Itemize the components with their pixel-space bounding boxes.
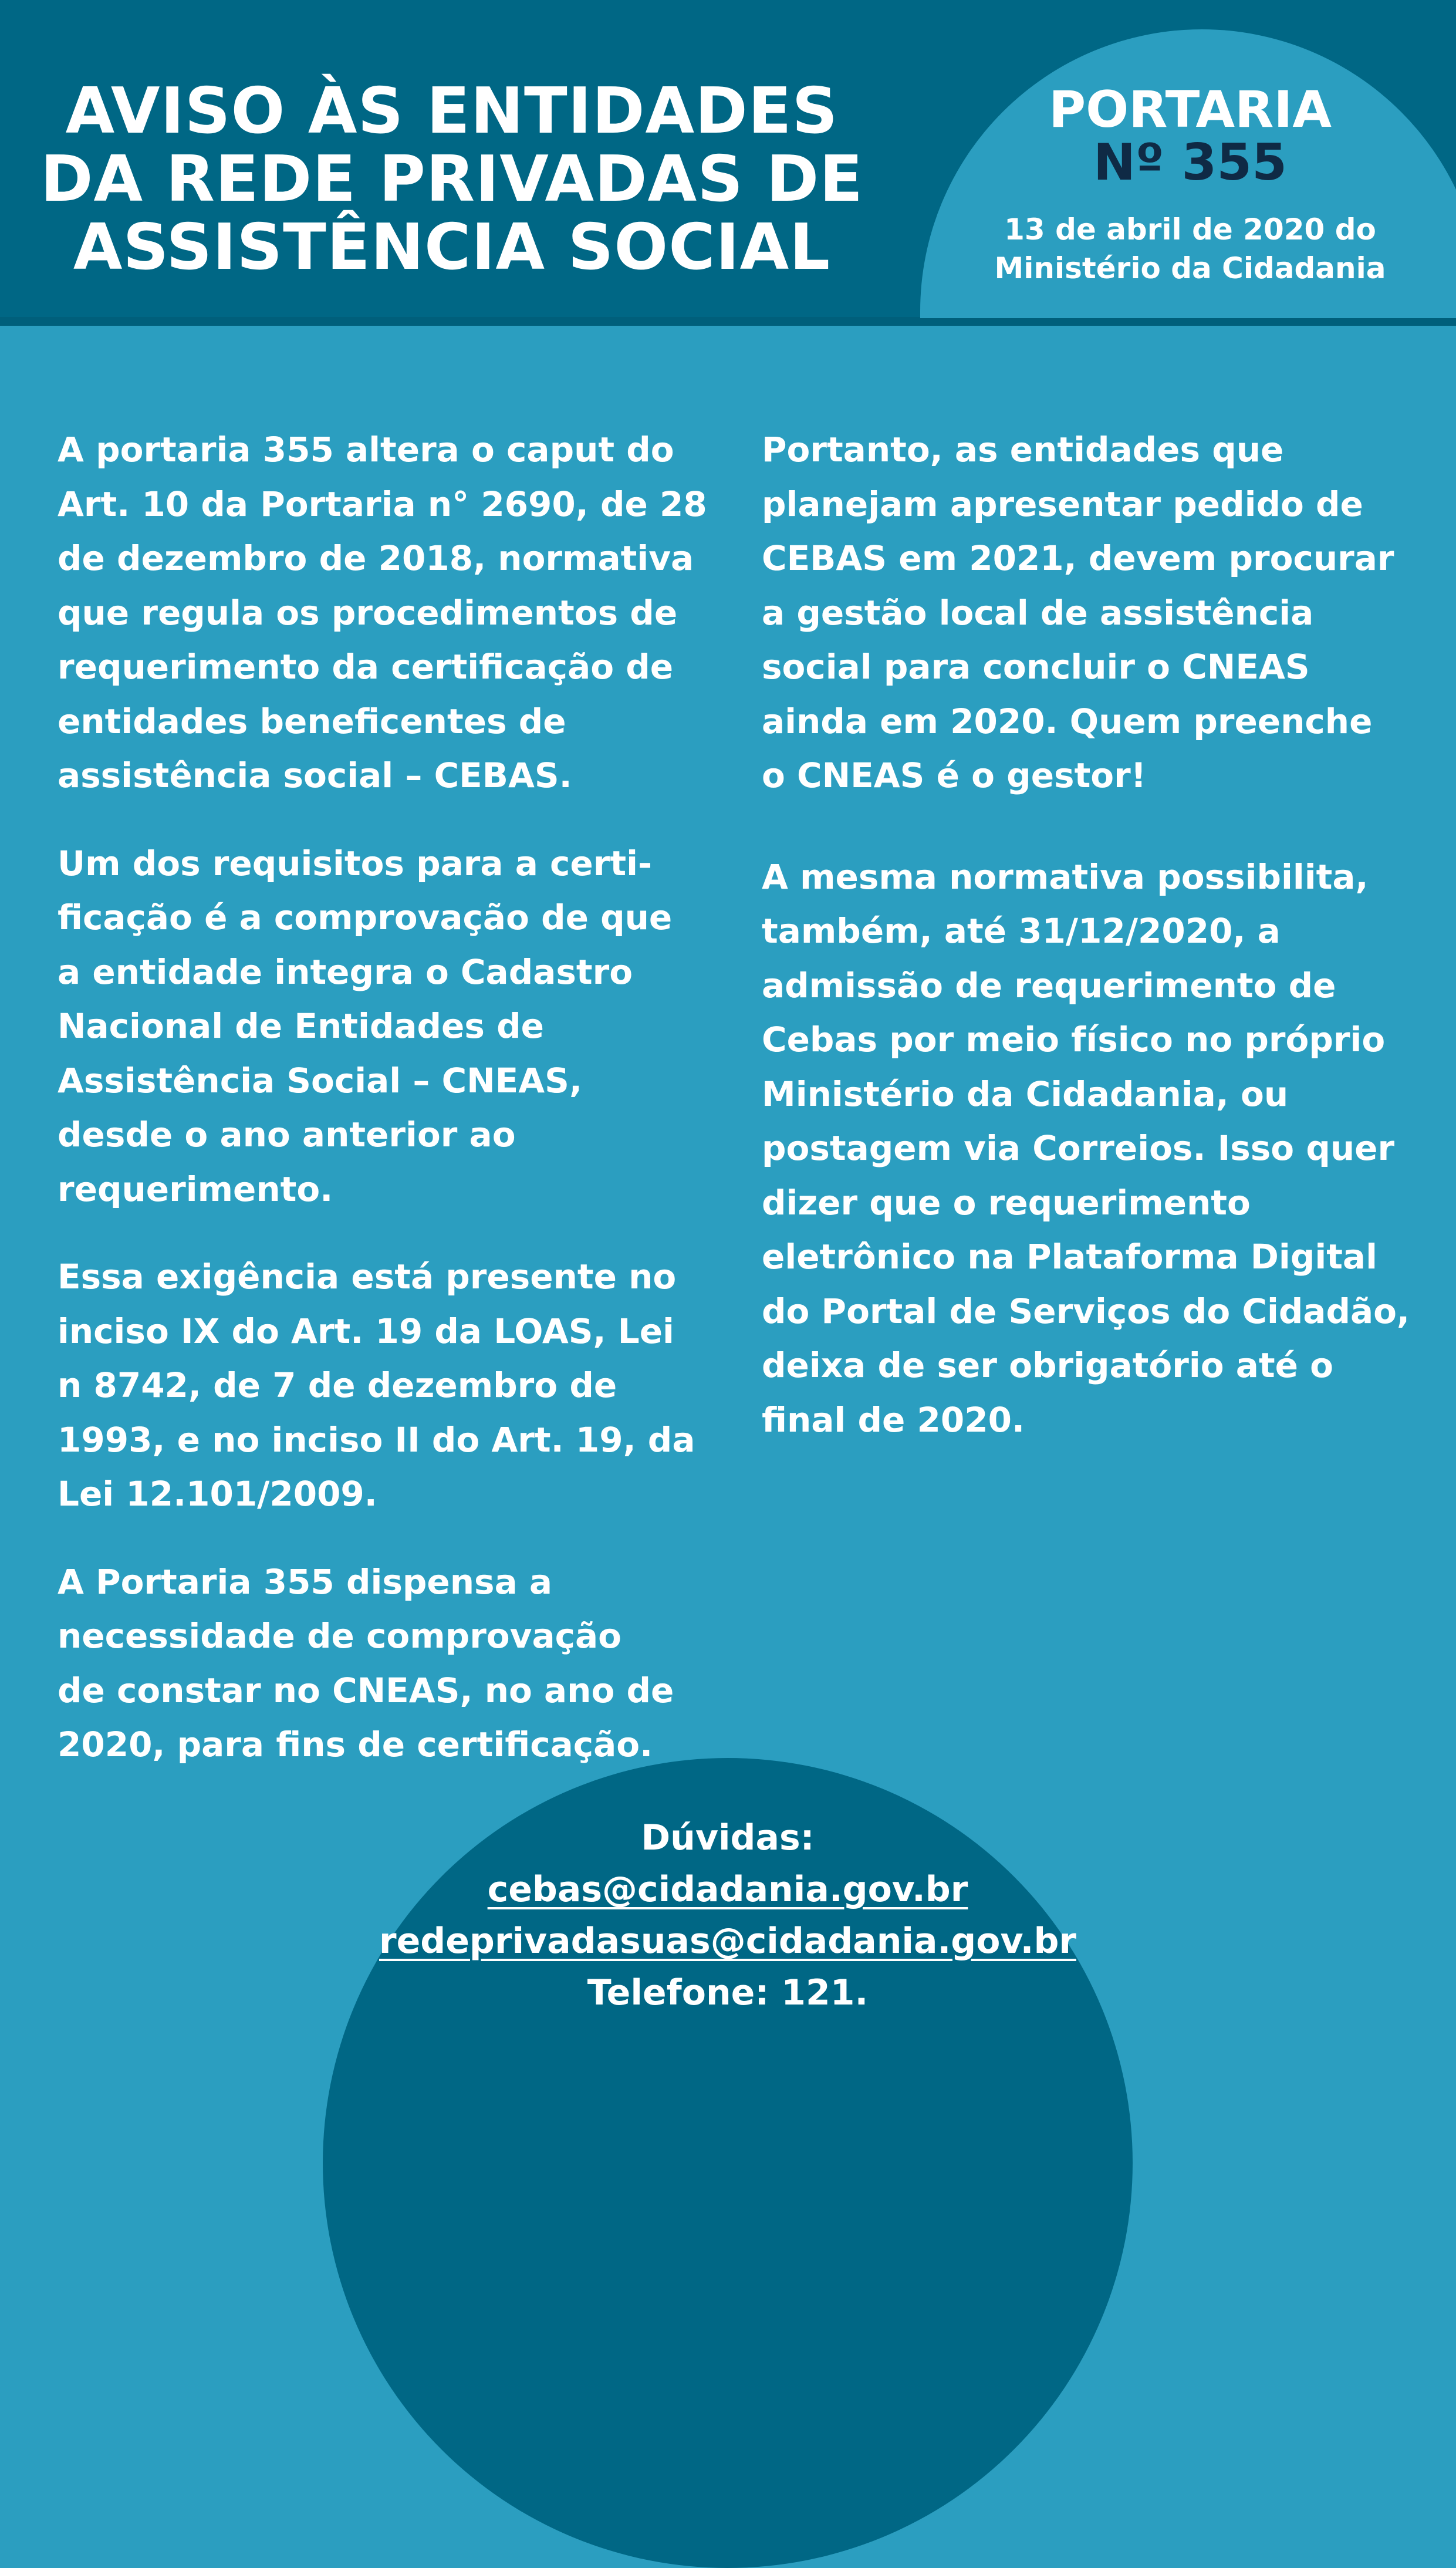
title-line: AVISO ÀS ENTIDADES — [65, 75, 839, 148]
text-line: inciso IX do Art. 19 da LOAS, Lei — [58, 1311, 674, 1351]
text-line: Um dos requisitos para a certi- — [58, 843, 653, 883]
paragraph-portanto — [762, 423, 1448, 803]
text-line: A Portaria 355 dispensa a — [58, 1561, 553, 1602]
text-line: Art. 10 da Portaria n° 2690, de 28 — [58, 484, 707, 524]
text-line: Ministério da Cidadania, ou — [762, 1074, 1289, 1114]
text-line: A mesma normativa possibilita, — [762, 856, 1369, 897]
portaria-date-line: Ministério da Cidadania — [994, 251, 1386, 285]
text-line: Assistência Social – CNEAS, — [58, 1060, 582, 1101]
email-link-cebas[interactable]: cebas@cidadania.gov.br — [487, 1869, 968, 1910]
text-line: Essa exigência está presente no — [58, 1257, 677, 1297]
text-line: 1993, e no inciso II do Art. 19, da — [58, 1419, 695, 1460]
paragraph-exigencia — [58, 1250, 738, 1521]
text-line: também, até 31/12/2020, a — [762, 911, 1281, 951]
text-line: Cebas por meio físico no próprio — [762, 1020, 1386, 1059]
contact-info — [323, 1812, 1133, 2019]
text-line: de constar no CNEAS, no ano de — [58, 1670, 674, 1710]
paragraph-dispensa — [58, 1555, 738, 1772]
right-column — [762, 423, 1448, 1447]
text-line: dizer que o requerimento — [762, 1182, 1251, 1223]
text-line: 2020, para fins de certificação. — [58, 1725, 653, 1764]
contact-heading: Dúvidas: — [641, 1817, 815, 1858]
text-line: admissão de requerimento de — [762, 965, 1336, 1005]
title-line: ASSISTÊNCIA SOCIAL — [73, 211, 831, 284]
text-line: Lei 12.101/2009. — [58, 1474, 377, 1514]
text-line: de dezembro de 2018, normativa — [58, 538, 694, 578]
text-line: A portaria 355 altera o caput do — [58, 430, 674, 470]
text-line: do Portal de Serviços do Cidadão, — [762, 1291, 1410, 1331]
text-line: que regula os procedimentos de — [58, 592, 678, 633]
text-line: final de 2020. — [762, 1399, 1025, 1440]
email-link-redeprivadasuas[interactable]: redeprivadasuas@cidadania.gov.br — [379, 1921, 1076, 1962]
paragraph-mesma-normativa — [762, 850, 1448, 1447]
title-line: DA REDE PRIVADAS DE — [40, 143, 864, 216]
portaria-number: Nº 355 — [1093, 133, 1287, 192]
text-line: necessidade de comprovação — [58, 1616, 621, 1656]
text-line: Portanto, as entidades que — [762, 430, 1284, 470]
text-line: requerimento da certificação de — [58, 647, 674, 687]
text-line: entidades beneficentes de — [58, 701, 566, 741]
text-line: social para concluir o CNEAS — [762, 647, 1310, 687]
text-line: postagem via Correios. Isso quer — [762, 1128, 1395, 1168]
portaria-date — [920, 210, 1456, 288]
text-line: assistência social – CEBAS. — [58, 755, 572, 795]
portaria-label: PORTARIA — [1049, 80, 1332, 139]
text-line: desde o ano anterior ao — [58, 1115, 516, 1155]
text-line: a gestão local de assistência — [762, 592, 1314, 633]
text-line: a entidade integra o Cadastro — [58, 951, 633, 992]
text-line: requerimento. — [58, 1169, 333, 1209]
text-line: ainda em 2020. Quem preenche — [762, 701, 1373, 741]
text-line: eletrônico na Plataforma Digital — [762, 1237, 1377, 1277]
text-line: Nacional de Entidades de — [58, 1006, 544, 1046]
text-line: CEBAS em 2021, devem procurar — [762, 538, 1394, 578]
text-line: deixa de ser obrigatório até o — [762, 1345, 1334, 1385]
text-line: n 8742, de 7 de dezembro de — [58, 1365, 617, 1405]
header-divider — [0, 317, 1456, 326]
portaria-date-line: 13 de abril de 2020 do — [1004, 212, 1376, 247]
paragraph-portaria-altera — [58, 423, 738, 803]
text-line: ficação é a comprovação de que — [58, 897, 673, 937]
page-title — [23, 77, 880, 282]
left-column — [58, 423, 738, 1772]
text-line: planejam apresentar pedido de — [762, 484, 1363, 524]
paragraph-requisitos — [58, 836, 738, 1217]
phone-number: Telefone: 121. — [587, 1972, 869, 2013]
text-line: o CNEAS é o gestor! — [762, 755, 1147, 795]
